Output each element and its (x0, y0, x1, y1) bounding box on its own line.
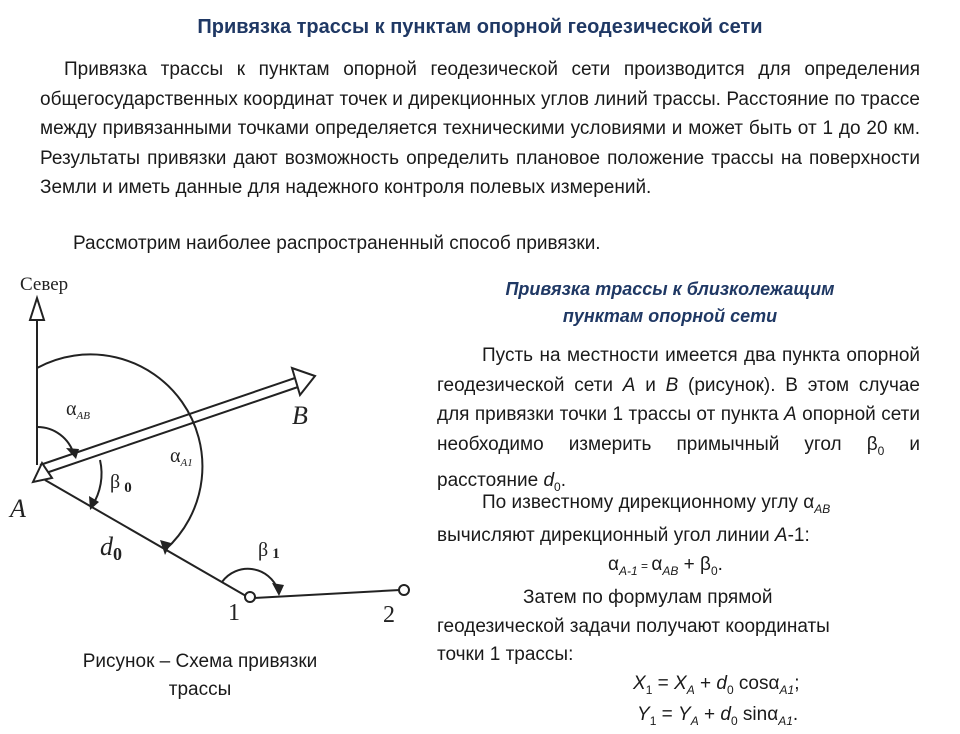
right-paragraph-3-line-3: точки 1 трассы: (437, 644, 574, 665)
right-paragraph-2-line-2: вычисляют дирекционный угол линии А-1: (437, 525, 810, 546)
slide-title: Привязка трассы к пунктам опорной геодезической сети (197, 16, 763, 38)
caption-line-2: трассы (168, 679, 232, 700)
route-tie-diagram (0, 260, 430, 640)
alpha-a1-label: $\alpha_{A1}$ (170, 445, 193, 469)
right-paragraph-3-line-1: Затем по формулам прямой (523, 587, 773, 608)
north-arrowhead (30, 298, 44, 320)
formula-y1: $Y_1 = Y_A + d_0$ sinα$_{A1}$. (637, 704, 799, 728)
route-point-1-label: 1 (228, 600, 240, 626)
formula-alpha-a1: $\alpha_{A-1} = \alpha_{AB} + \beta_0$. (608, 554, 723, 578)
point-a-marker (33, 463, 52, 482)
route-point-2 (399, 585, 409, 595)
beta-1-label: β 1 (258, 539, 280, 562)
route-point-1 (245, 592, 255, 602)
beta-0-label: β $_0$ (110, 471, 132, 496)
beta-1-arrowhead (272, 583, 284, 596)
alpha-ab-arrowhead (66, 448, 79, 459)
caption-line-1: Рисунок – Схема привязки (82, 651, 318, 672)
alpha-ab-arc (37, 427, 74, 455)
subtitle-line-1: Привязка трассы к близколежащим (505, 279, 835, 299)
direction-ab-arrowhead (292, 368, 315, 395)
point-a-label: A (10, 494, 26, 523)
intro-paragraph: Привязка трассы к пунктам опорной геодезической сети производится для определения общегосударственных координат точек и дирекционных углов линий трассы. Расстояние по трассе между привязанными точками определяется техническими условиями и может быть от 1 до 20 км. Результаты привязки дают возможность определить плановое положение трассы на поверхности Земли и иметь данные для надежного контроля полевых измерений. (40, 59, 920, 199)
route-line-a-1 (45, 480, 246, 596)
subtitle-line-2: пунктам опорной сети (562, 306, 778, 326)
point-b-label: B (292, 401, 308, 430)
right-paragraph-2-line-1: По известному дирекционному углу $\alpha_{AB}$ (482, 492, 831, 516)
right-paragraph-1: Пусть на местности имеется два пункта опорной геодезической сети А и В (рисунок). В этом случае для привязки точки 1 трассы от пункта А опорной сети необходимо измерить примычный угол $\beta_0$ и расстояние $d_0$. (437, 345, 920, 494)
d0-label: d0 (100, 532, 122, 564)
intro-paragraph-2: Рассмотрим наиболее распространенный способ привязки. (73, 233, 601, 254)
north-label: Север (20, 274, 69, 295)
figure-caption (50, 648, 350, 704)
route-line-1-2 (254, 590, 400, 598)
section-subtitle (440, 276, 900, 330)
alpha-ab-label: $\alpha_{AB}$ (66, 398, 90, 422)
formula-x1: $X_1 = X_A + d_0$ cosα$_{A1}$; (633, 673, 800, 697)
right-paragraph-3-line-2: геодезической задачи получают координаты (437, 616, 830, 637)
route-point-2-label: 2 (383, 602, 395, 628)
